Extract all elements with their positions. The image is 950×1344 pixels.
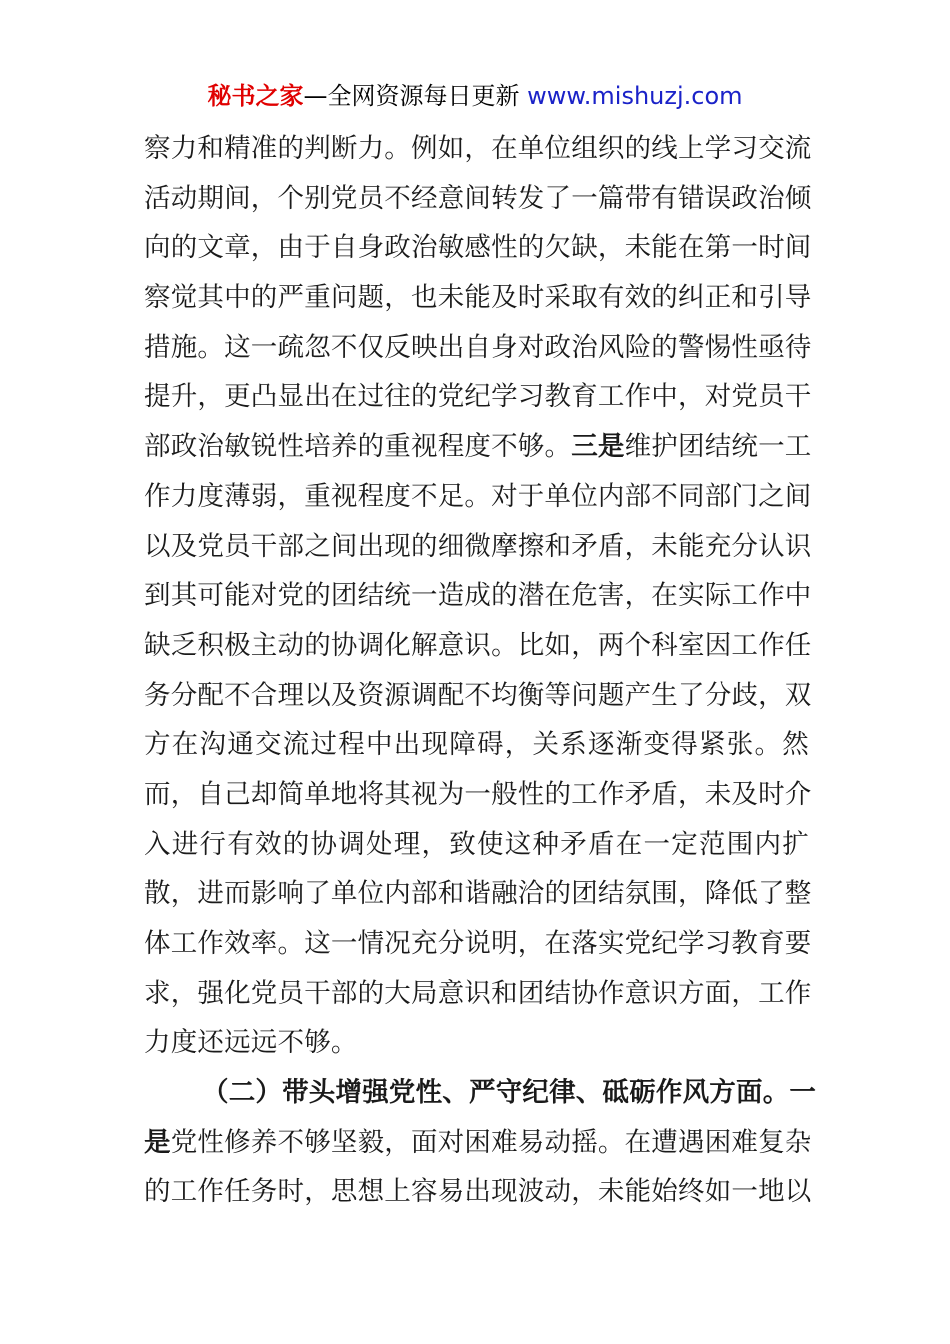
text-segment: 部政治敏锐性培养的重视程度不够。: [144, 431, 572, 463]
text-line: 方在沟通交流过程中出现障碍，关系逐渐变得紧张。然: [144, 729, 809, 761]
text-line: 作力度薄弱，重视程度不足。对于单位内部不同部门之间: [144, 480, 812, 512]
text-line: 而，自己却简单地将其视为一般性的工作矛盾，未及时介: [144, 778, 812, 810]
text-line: 向的文章，由于自身政治敏感性的欠缺，未能在第一时间: [144, 232, 812, 264]
text-line: [144, 422, 812, 472]
text-segment: 维护团结统一工: [624, 431, 812, 463]
brand-name: 秘书之家: [207, 82, 304, 110]
point-three-marker: 三是: [571, 431, 625, 463]
section-heading: （二）带头增强党性、严守纪律、砥砺作风方面。一: [202, 1077, 817, 1109]
text-line: [144, 1118, 812, 1168]
text-line: 求，强化党员干部的大局意识和团结协作意识方面，工作: [144, 977, 812, 1009]
text-segment: 党性修养不够坚毅，面对困难易动摇。在遭遇困难复杂: [170, 1126, 812, 1158]
text-line: 措施。这一疏忽不仅反映出自身对政治风险的警惕性亟待: [144, 331, 812, 363]
text-line: 缺乏积极主动的协调化解意识。比如，两个科室因工作任: [144, 629, 812, 661]
text-line: 提升，更凸显出在过往的党纪学习教育工作中，对党员干: [144, 381, 812, 413]
site-header: [0, 78, 950, 114]
text-line: 察力和精准的判断力。例如，在单位组织的线上学习交流: [144, 133, 812, 164]
text-line: 散，进而影响了单位内部和谐融洽的团结氛围，降低了整: [144, 878, 812, 910]
text-line: 察觉其中的严重问题，也未能及时采取有效的纠正和引导: [144, 282, 812, 314]
site-url-link[interactable]: www.mishuzj.com: [527, 82, 743, 110]
text-line: 力度还远远不够。: [144, 1027, 358, 1059]
text-line: 以及党员干部之间出现的细微摩擦和矛盾，未能充分认识: [144, 530, 812, 562]
document-body: [144, 124, 817, 1217]
text-line: 体工作效率。这一情况充分说明，在落实党纪学习教育要: [144, 928, 812, 959]
point-one-marker: 是: [144, 1126, 171, 1158]
text-line: 入进行有效的协调处理，致使这种矛盾在一定范围内扩: [144, 828, 809, 860]
header-tagline: —全网资源每日更新: [303, 82, 528, 110]
text-line: 务分配不合理以及资源调配不均衡等问题产生了分歧，双: [144, 679, 812, 711]
text-line: 活动期间，个别党员不经意间转发了一篇带有错误政治倾: [144, 182, 812, 214]
text-line: 的工作任务时，思想上容易出现波动，未能始终如一地以: [144, 1176, 812, 1208]
text-line: 到其可能对党的团结统一造成的潜在危害，在实际工作中: [144, 580, 812, 612]
